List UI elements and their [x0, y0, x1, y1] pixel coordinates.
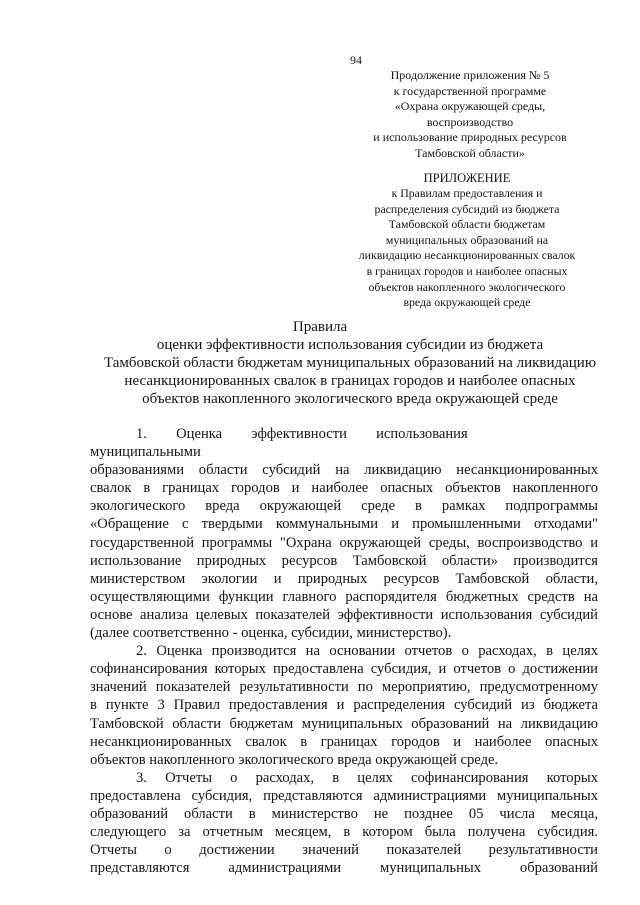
continuation-line: воспроизводство: [426, 114, 514, 129]
paragraph-line: 1. Оценка эффективности использования муниципальными: [90, 426, 497, 461]
continuation-line: Тамбовской области»: [415, 145, 525, 160]
continuation-line: и использование природных ресурсов: [373, 130, 567, 145]
paragraph-line: министерством экологии и природных ресурсов Тамбовской области,: [90, 570, 598, 587]
appendix-line: ликвидацию несанкционированных свалок: [358, 248, 576, 263]
page-number: 94: [350, 53, 362, 67]
paragraph-line: Тамбовской области бюджетам муниципальных образований на ликвидацию: [90, 715, 598, 732]
appendix-line: муниципальных образований на: [385, 232, 549, 247]
paragraph-line: (далее соответственно - оценка, субсидии, министерство).: [90, 625, 452, 642]
appendix-block: [342, 170, 592, 311]
appendix-line: вреда окружающей среде: [403, 295, 531, 310]
rules-subtitle-line: несанкционированных свалок в границах городов и наиболее опасных: [124, 373, 576, 389]
rules-subtitle: [90, 336, 610, 408]
appendix-line: в границах городов и наиболее опасных: [366, 263, 568, 278]
paragraph-line: в пункте 3 Правил предоставления и распределения субсидий из бюджета: [90, 697, 598, 714]
paragraph-1: [90, 425, 598, 642]
appendix-line: объектов накопленного экологического: [368, 279, 566, 294]
paragraph-line: объектов накопленного экологического вреда окружающей среде.: [90, 751, 499, 768]
paragraph-line: 2. Оценка производится на основании отчетов о расходах, в целях: [136, 643, 598, 660]
rules-subtitle-line: Тамбовской области бюджетам муниципальных образований на ликвидацию: [103, 355, 597, 371]
paragraph-line: Отчеты о достижении значений показателей результативности: [90, 842, 598, 859]
paragraph-line: предоставлена субсидия, представляются администрациями муниципальных: [90, 787, 598, 804]
appendix-line: распределения субсидий из бюджета: [374, 201, 560, 216]
paragraph-line: 3. Отчеты о расходах, в целях софинансирования которых: [136, 769, 598, 786]
document-body: [90, 425, 598, 877]
paragraph-line: экологического вреда окружающей среде в рамках подпрограммы: [90, 498, 598, 515]
continuation-line: «Охрана окружающей среды,: [394, 99, 546, 114]
paragraph-line: государственной программы "Охрана окружающей среды, воспроизводство и: [90, 534, 598, 551]
continuation-line: к государственной программе: [393, 83, 547, 98]
paragraph-line: образованиями области субсидий на ликвидацию несанкционированных: [90, 462, 598, 479]
rules-subtitle-line: объектов накопленного экологического вреда окружающей среде: [142, 391, 558, 407]
paragraph-line: софинансирования которых предоставлена субсидия, и отчетов о достижении: [90, 661, 598, 678]
rules-subtitle-line: оценки эффективности использования субсидии из бюджета: [156, 337, 544, 353]
paragraph-line: основе анализа целевых показателей эффективности использования субсидий: [90, 606, 598, 623]
continuation-line: Продолжение приложения № 5: [390, 68, 550, 82]
appendix-heading: ПРИЛОЖЕНИЕ: [423, 171, 511, 185]
paragraph-3: [90, 769, 598, 878]
rules-title: Правила: [292, 319, 348, 335]
paragraph-line: свалок в границах городов и наиболее опасных объектов накопленного: [90, 480, 598, 497]
continuation-of-appendix-block: [355, 68, 585, 162]
appendix-line: Тамбовской области бюджетам: [388, 217, 546, 232]
paragraph-line: использование природных ресурсов Тамбовской области» производится: [90, 552, 598, 569]
paragraph-line: несанкционированных свалок в границах городов и наиболее опасных: [90, 733, 598, 750]
appendix-line: к Правилам предоставления и: [391, 186, 543, 200]
paragraph-line: «Обращение с твердыми коммунальными и промышленными отходами": [90, 516, 598, 533]
paragraph-2: [90, 642, 598, 769]
paragraph-line: образований области в министерство не позднее 05 числа месяца,: [90, 805, 598, 822]
paragraph-line: значений показателей результативности по мероприятию, предусмотренному: [90, 679, 598, 696]
paragraph-line: осуществляющими функции главного распорядителя бюджетных средств на: [90, 588, 598, 605]
paragraph-line: представляются администрациями муниципальных образований: [90, 860, 598, 877]
paragraph-line: следующего за отчетным месяцем, в котором была получена субсидия.: [90, 824, 598, 841]
